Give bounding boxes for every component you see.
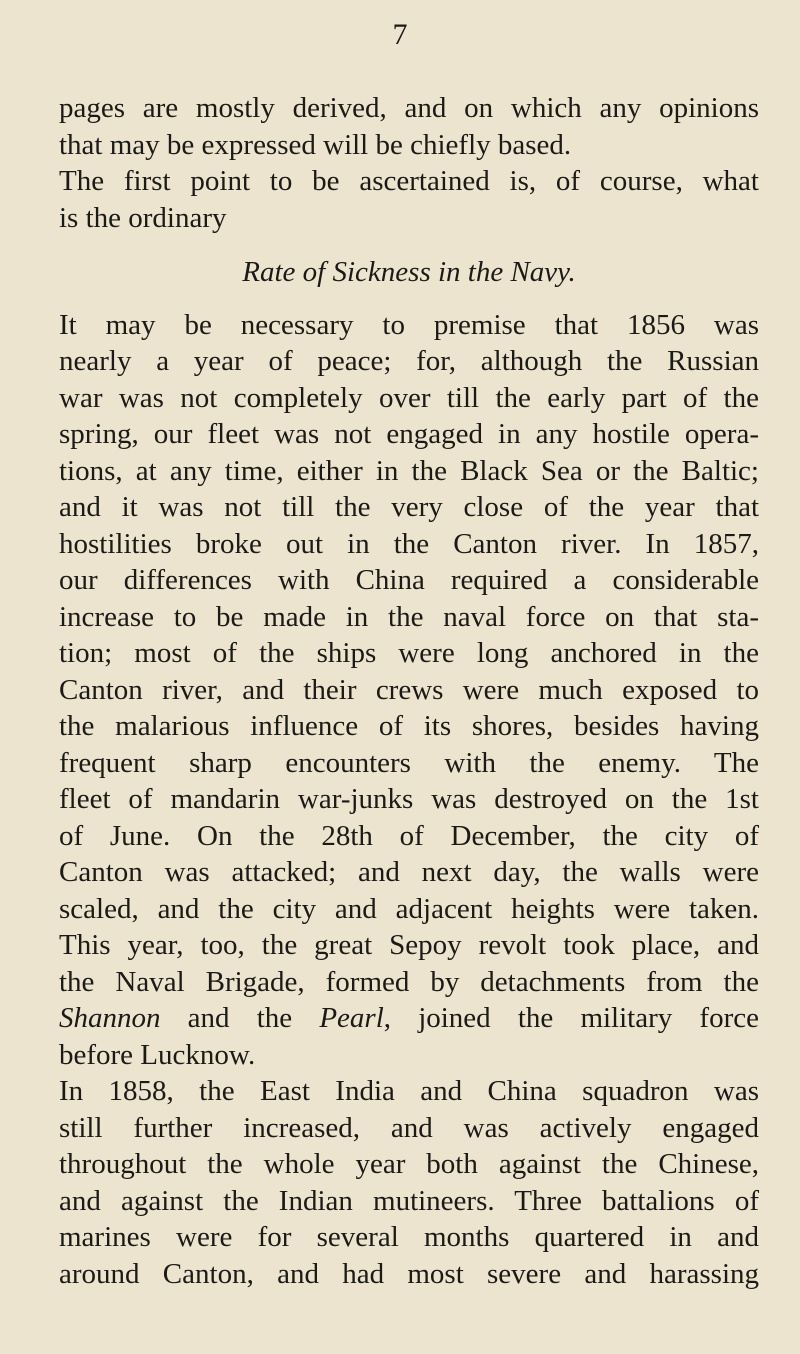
text-line: fleet of mandarin war-junks was destroyed on the 1st (59, 783, 759, 815)
ship-name-shannon: Shannon (59, 1002, 161, 1034)
text-line: the Naval Brigade, formed by detachments from the (59, 965, 759, 998)
text-line: hostilities broke out in the Canton river. In 1857, (59, 527, 759, 560)
text-line: tion; most of the ships were long anchored in the (59, 637, 759, 669)
text-line: war was not completely over till the early part of the (59, 381, 759, 414)
text-line: throughout the whole year both against the Chinese, (59, 1148, 759, 1180)
text-line: around Canton, and had most severe and harassing (59, 1257, 759, 1290)
text-fragment: and the (160, 1002, 320, 1034)
text-line: of June. On the 28th of December, the city of (59, 819, 759, 852)
text-line-ship-names (59, 1000, 759, 1037)
text-line: increase to be made in the naval force on that sta- (59, 600, 759, 633)
text-line: It may be necessary to premise that 1856 was (59, 308, 759, 341)
text-line: our differences with China required a considerable (59, 564, 759, 596)
text-line: spring, our fleet was not engaged in any hostile opera- (59, 418, 759, 450)
text-line: the malarious influence of its shores, besides having (59, 710, 759, 742)
text-line: before Lucknow. (59, 1038, 256, 1071)
text-line: that may be expressed will be chiefly based. (59, 128, 572, 161)
text-line: still further increased, and was actively engaged (59, 1111, 759, 1144)
text-line: Canton river, and their crews were much exposed to (59, 673, 759, 706)
text-line: tions, at any time, either in the Black Sea or the Baltic; (59, 454, 759, 487)
text-line: Canton was attacked; and next day, the walls were (59, 856, 759, 888)
text-line: In 1858, the East India and China squadron was (59, 1075, 759, 1107)
page-number: 7 (392, 18, 408, 51)
text-fragment: , joined the military force (383, 1002, 759, 1034)
text-line: and it was not till the very close of the year that (59, 491, 759, 523)
text-line: The first point to be ascertained is, of course, what (59, 165, 759, 197)
section-heading: Rate of Sickness in the Navy. (242, 256, 576, 288)
ship-name-pearl: Pearl (319, 1002, 384, 1034)
text-line: nearly a year of peace; for, although the Russian (59, 345, 759, 377)
text-line: frequent sharp encounters with the enemy. The (59, 746, 759, 779)
body-text (59, 90, 759, 1292)
text-line: pages are mostly derived, and on which any opinions (59, 92, 759, 124)
text-line: and against the Indian mutineers. Three battalions of (59, 1184, 759, 1217)
text-line: This year, too, the great Sepoy revolt took place, and (59, 929, 759, 961)
text-line: scaled, and the city and adjacent heights were taken. (59, 892, 759, 925)
text-line: marines were for several months quartered in and (59, 1221, 759, 1253)
text-line: is the ordinary (59, 201, 227, 234)
